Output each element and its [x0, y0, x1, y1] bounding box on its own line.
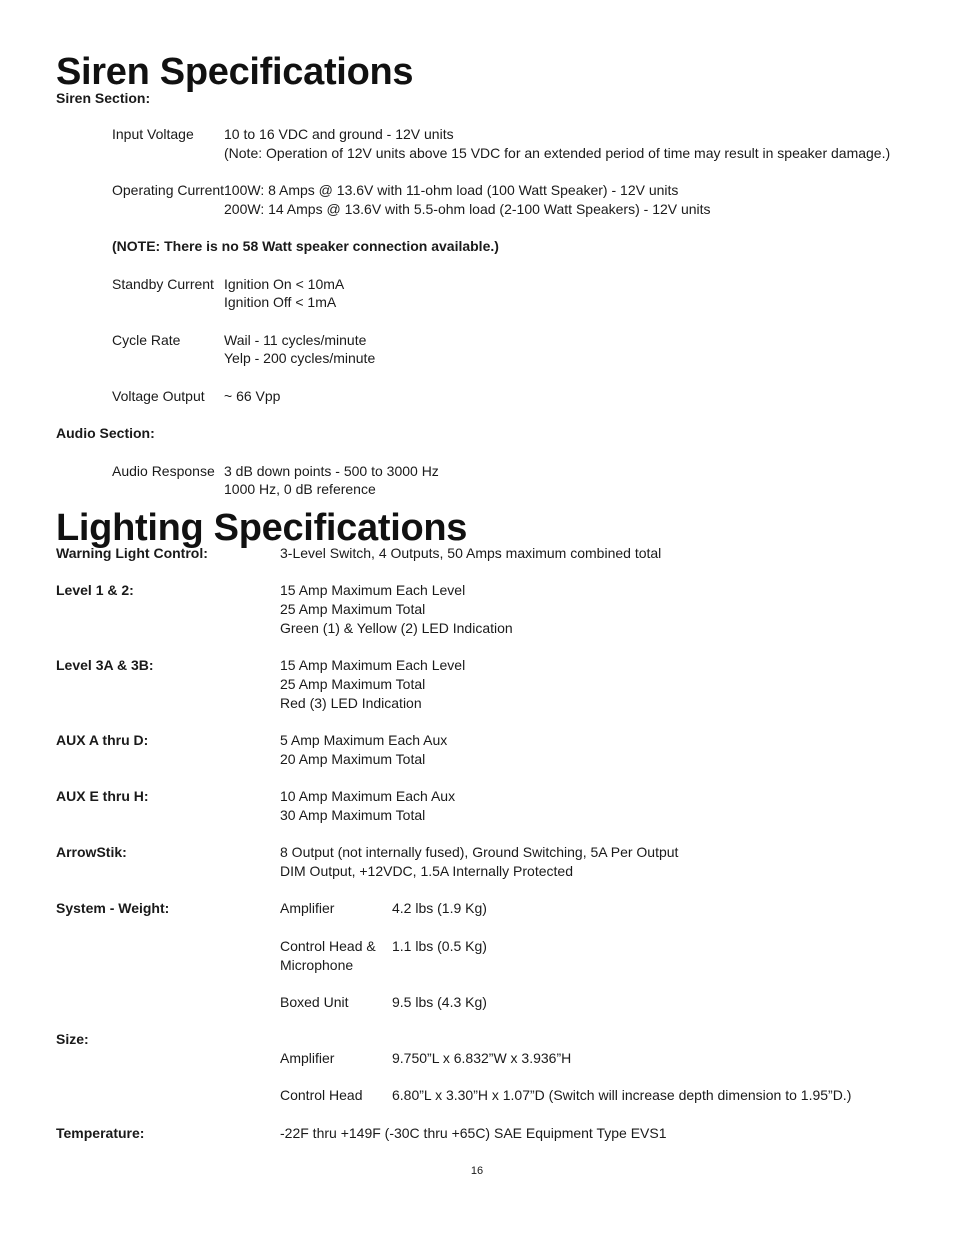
audio-response-line1: 3 dB down points - 500 to 3000 Hz: [224, 463, 439, 479]
weight-control-value: 1.1 lbs (0.5 Kg): [392, 938, 487, 954]
level-1-2-line2: 25 Amp Maximum Total: [280, 601, 426, 617]
level-3-label: Level 3A & 3B:: [56, 657, 154, 673]
standby-current-line2: Ignition Off < 1mA: [224, 294, 337, 310]
lighting-title: Lighting Specifications: [56, 507, 468, 549]
input-voltage-line1: 10 to 16 VDC and ground - 12V units: [224, 126, 454, 142]
size-amplifier-label: Amplifier: [280, 1050, 335, 1066]
cycle-rate-line1: Wail - 11 cycles/minute: [224, 332, 367, 348]
audio-response-label: Audio Response: [112, 463, 215, 479]
arrowstik-line1: 8 Output (not internally fused), Ground Switching, 5A Per Output: [280, 844, 679, 860]
audio-section-label: Audio Section:: [56, 425, 155, 441]
cycle-rate-line2: Yelp - 200 cycles/minute: [224, 350, 376, 366]
operating-current-label: Operating Current: [112, 182, 225, 198]
temperature-label: Temperature:: [56, 1125, 145, 1141]
siren-title: Siren Specifications: [56, 51, 414, 93]
warning-light-label: Warning Light Control:: [56, 545, 208, 561]
aux-a-d-line2: 20 Amp Maximum Total: [280, 751, 426, 767]
temperature-value: -22F thru +149F (-30C thru +65C) SAE Equipment Type EVS1: [280, 1125, 667, 1141]
input-voltage-line2: (Note: Operation of 12V units above 15 VDC for an extended period of time may result in speaker damage.): [224, 145, 891, 161]
siren-section-label: Siren Section:: [56, 90, 151, 106]
level-1-2-line1: 15 Amp Maximum Each Level: [280, 582, 466, 598]
cycle-rate-label: Cycle Rate: [112, 332, 181, 348]
aux-a-d-line1: 5 Amp Maximum Each Aux: [280, 732, 448, 748]
weight-amplifier-value: 4.2 lbs (1.9 Kg): [392, 900, 487, 916]
weight-control-label-1: Control Head &: [280, 938, 376, 954]
aux-e-h-line2: 30 Amp Maximum Total: [280, 807, 426, 823]
weight-boxed-label: Boxed Unit: [280, 994, 349, 1010]
page-number: 16: [470, 1165, 484, 1177]
operating-current-line1: 100W: 8 Amps @ 13.6V with 11-ohm load (100 Watt Speaker) - 12V units: [224, 182, 679, 198]
voltage-output-value: ~ 66 Vpp: [224, 388, 281, 404]
size-control-value: 6.80”L x 3.30”H x 1.07”D (Switch will increase depth dimension to 1.95”D.): [392, 1087, 852, 1103]
voltage-output-label: Voltage Output: [112, 388, 205, 404]
weight-boxed-value: 9.5 lbs (4.3 Kg): [392, 994, 487, 1010]
level-3-line3: Red (3) LED Indication: [280, 695, 422, 711]
weight-amplifier-label: Amplifier: [280, 900, 335, 916]
aux-e-h-label: AUX E thru H:: [56, 788, 149, 804]
level-3-line1: 15 Amp Maximum Each Level: [280, 657, 466, 673]
operating-current-line2: 200W: 14 Amps @ 13.6V with 5.5-ohm load (2-100 Watt Speakers) - 12V units: [224, 201, 711, 217]
aux-e-h-line1: 10 Amp Maximum Each Aux: [280, 788, 456, 804]
input-voltage-label: Input Voltage: [112, 126, 194, 142]
arrowstik-label: ArrowStik:: [56, 844, 127, 860]
weight-control-label-2: Microphone: [280, 957, 354, 973]
weight-label: System - Weight:: [56, 900, 170, 916]
level-3-line2: 25 Amp Maximum Total: [280, 676, 426, 692]
speaker-note: (NOTE: There is no 58 Watt speaker connection available.): [112, 238, 499, 254]
size-amplifier-value: 9.750”L x 6.832”W x 3.936”H: [392, 1050, 572, 1066]
size-label: Size:: [56, 1031, 89, 1047]
warning-light-value: 3-Level Switch, 4 Outputs, 50 Amps maximum combined total: [280, 545, 662, 561]
standby-current-label: Standby Current: [112, 276, 214, 292]
level-1-2-line3: Green (1) & Yellow (2) LED Indication: [280, 620, 513, 636]
standby-current-line1: Ignition On < 10mA: [224, 276, 345, 292]
arrowstik-line2: DIM Output, +12VDC, 1.5A Internally Protected: [280, 863, 573, 879]
level-1-2-label: Level 1 & 2:: [56, 582, 134, 598]
size-control-label: Control Head: [280, 1087, 363, 1103]
audio-response-line2: 1000 Hz, 0 dB reference: [224, 481, 376, 497]
aux-a-d-label: AUX A thru D:: [56, 732, 149, 748]
